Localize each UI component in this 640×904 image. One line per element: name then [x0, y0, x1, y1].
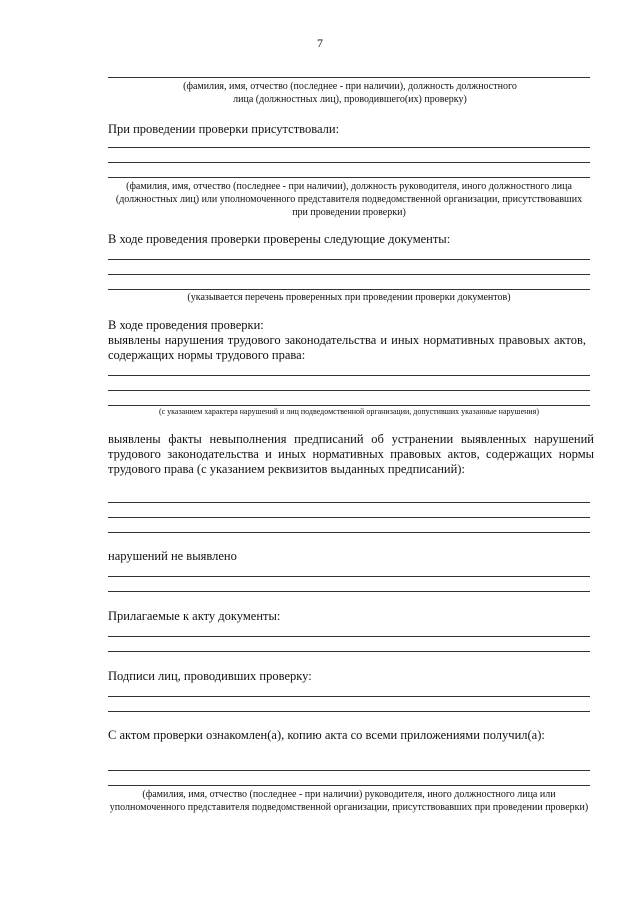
fill-line[interactable]: [108, 405, 590, 406]
fill-line[interactable]: [108, 636, 590, 637]
signatures-heading: Подписи лиц, проводивших проверку:: [108, 669, 312, 683]
acquainted-text: С актом проверки ознакомлен(а), копию акта со всеми приложениями получил(а):: [108, 728, 545, 742]
during-heading: В ходе проведения проверки:: [108, 318, 264, 332]
violations-caption: (с указанием характера нарушений и лиц подведомственной организации, допустивших указанные нарушения): [158, 407, 540, 416]
fill-line[interactable]: [108, 532, 590, 533]
nonfulfillment-text: выявлены факты невыполнения предписаний об устранении выявленных нарушений трудового законодательства и иных нормативных правовых актов, содержащих нормы трудового права (с указанием реквизитов выданных предписаний):: [108, 432, 594, 476]
fill-line[interactable]: [108, 162, 590, 163]
no-violations-text: нарушений не выявлено: [108, 549, 237, 563]
fill-line[interactable]: [108, 390, 590, 391]
acquainted-caption: (фамилия, имя, отчество (последнее - при наличии) руководителя, иного должностного лица или уполномоченного представителя подведомственной организации, присутствовавших при проведении проверки): [109, 789, 589, 813]
present-caption: (фамилия, имя, отчество (последнее - при наличии), должность руководителя, иного должностного лица (должностных лиц) или уполномоченного представителя подведомственной организации, присутствовавших при проведении проверки): [115, 181, 583, 218]
fill-line[interactable]: [108, 274, 590, 275]
fill-line[interactable]: [108, 147, 590, 148]
present-heading: При проведении проверки присутствовали:: [108, 122, 340, 136]
page-number: 7: [317, 36, 323, 50]
fill-line[interactable]: [108, 502, 590, 503]
fill-line[interactable]: [108, 576, 590, 577]
fill-line[interactable]: [108, 696, 590, 697]
fill-line[interactable]: [108, 651, 590, 652]
fill-line[interactable]: [108, 785, 590, 786]
fill-line[interactable]: [108, 770, 590, 771]
violations-text: выявлены нарушения трудового законодательства и иных нормативных правовых актов, содержащих нормы трудового права:: [108, 333, 586, 362]
fill-line[interactable]: [108, 375, 590, 376]
fill-line[interactable]: [108, 177, 590, 178]
attached-heading: Прилагаемые к акту документы:: [108, 609, 281, 623]
fill-line[interactable]: [108, 711, 590, 712]
fill-line[interactable]: [108, 259, 590, 260]
fill-line[interactable]: [108, 517, 590, 518]
fill-line[interactable]: [108, 591, 590, 592]
fill-line[interactable]: [108, 289, 590, 290]
inspector-caption: (фамилия, имя, отчество (последнее - при наличии), должность должностного лица (должностных лиц), проводившего(их) проверку): [183, 81, 517, 105]
fill-line[interactable]: [108, 77, 590, 78]
documents-caption: (указывается перечень проверенных при проведении проверки документов): [187, 292, 511, 303]
documents-heading: В ходе проведения проверки проверены следующие документы:: [108, 232, 451, 246]
